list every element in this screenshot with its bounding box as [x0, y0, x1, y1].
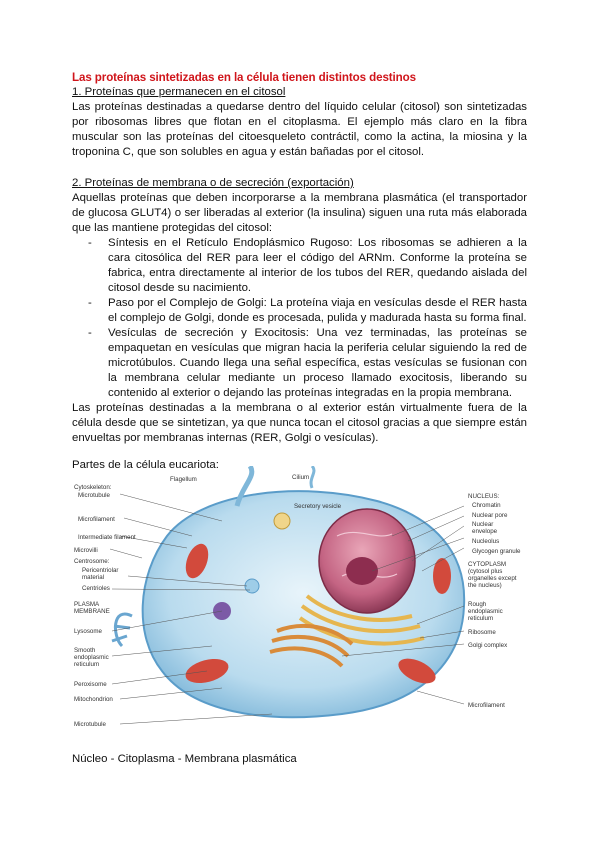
section1-heading: 1. Proteínas que permanecen en el citosol — [72, 86, 286, 98]
label-golgi: Golgi complex — [468, 642, 508, 649]
figure-caption: Partes de la célula eucariota: — [72, 459, 219, 471]
label-secretory-vesicle: Secretory vesicle — [294, 503, 342, 510]
label-glycogen: Glycogen granule — [472, 548, 521, 555]
label-cytoplasm-note-3: the nucleus) — [468, 582, 502, 589]
label-nuclear-pore: Nuclear pore — [472, 512, 508, 519]
document-body — [72, 64, 527, 473]
label-cilium: Cilium — [292, 474, 310, 481]
document-title: Las proteínas sintetizadas en la célula tienen distintos destinos — [72, 71, 416, 84]
label-rough-3: reticulum — [468, 615, 494, 622]
label-microfilament-right: Microfilament — [468, 702, 505, 709]
label-mitochondrion: Mitochondrion — [74, 696, 113, 703]
label-microfilament-left: Microfilament — [78, 516, 115, 523]
label-rough-2: endoplasmic — [468, 608, 503, 615]
label-microtubule-top: Microtubule — [78, 492, 110, 499]
label-pericentriolar-1: Pericentriolar — [82, 567, 119, 574]
figure-footer: Núcleo - Citoplasma - Membrana plasmática — [72, 753, 297, 765]
label-plasma-2: MEMBRANE — [74, 608, 110, 615]
eukaryotic-cell-diagram — [72, 466, 532, 736]
label-smooth-1: Smooth — [74, 647, 96, 654]
label-cytoplasm-note-1: (cytosol plus — [468, 568, 503, 575]
label-cytoplasm: CYTOPLASM — [468, 561, 507, 568]
label-intermediate-filament: Intermediate filament — [78, 534, 136, 541]
label-chromatin: Chromatin — [472, 502, 501, 509]
label-nuclear-envelope-2: envelope — [472, 528, 498, 535]
label-rough-1: Rough — [468, 601, 487, 608]
label-lysosome: Lysosome — [74, 628, 102, 635]
secretory-vesicle-shape — [274, 513, 290, 529]
nucleolus-shape — [346, 557, 378, 585]
label-ribosome: Ribosome — [468, 629, 496, 636]
cilium-shape — [311, 466, 314, 488]
section2-closing: Las proteínas destinadas a la membrana o al exterior están virtualmente fuera de la célula desde que se sintetizan, ya que nunca tocan el citosol gracias a que siempre están envueltas por membranas internas (RER, Golgi o vesículas). — [72, 402, 527, 444]
cell-membrane — [143, 491, 465, 717]
label-flagellum: Flagellum — [170, 476, 197, 483]
bullet-exocytosis: - Vesículas de secreción y Exocitosis: Una vez terminadas, las proteínas se empaquetan en vesículas que migran hacia la periferia celular siguiendo la red de microtúbulos. Cuando llega una señal específica, estas vesículas se fusionan con la membrana celular mediante un proceso llamado exocitosis, liberando su contenido al exterior o dejando las proteínas integradas en la propia membrana. — [90, 326, 527, 401]
label-microtubule-bottom: Microtubule — [74, 721, 106, 728]
section2-bullet-list — [72, 236, 527, 401]
label-nucleus: NUCLEUS: — [468, 493, 500, 500]
label-centrioles: Centrioles — [82, 585, 110, 592]
label-cytoplasm-note-2: organelles except — [468, 575, 517, 582]
label-microvilli: Microvilli — [74, 547, 98, 554]
section1-paragraph: Las proteínas destinadas a quedarse dentro del líquido celular (citosol) son sintetizadas por ribosomas libres que flotan en el citoplasma. El ejemplo más claro en la fibra muscular son las proteínas del citoesqueleto contráctil, como la actina, la miosina y la troponina C, que son solubles en agua y están bañadas por el citosol. — [72, 101, 527, 158]
label-centrosome: Centrosome: — [74, 558, 110, 565]
centriole-shape — [245, 579, 259, 593]
label-smooth-3: reticulum — [74, 661, 100, 668]
bullet-rer: - Síntesis en el Retículo Endoplásmico Rugoso: Los ribosomas se adhieren a la cara citosólica del RER para leer el código del ARNm. Conforme la proteína se fabrica, entra directamente al interior de los tubos del RER, quedando aislada del citosol desde su nacimiento. — [90, 236, 527, 296]
label-smooth-2: endoplasmic — [74, 654, 109, 661]
section2-intro: Aquellas proteínas que deben incorporarse a la membrana plasmática (el transportador de glucosa GLUT4) o ser liberadas al exterior (la insulina) siguen una ruta más elaborada que las mantiene protegidas del citosol: — [72, 192, 527, 234]
label-peroxisome: Peroxisome — [74, 681, 107, 688]
label-plasma-1: PLASMA — [74, 601, 100, 608]
bullet-golgi: - Paso por el Complejo de Golgi: La proteína viaja en vesículas desde el RER hasta el complejo de Golgi, donde es procesada, pulida y madurada hasta su forma final. — [90, 296, 527, 326]
label-cytoskeleton: Cytoskeleton: — [74, 484, 112, 491]
label-nucleolus: Nucleolus — [472, 538, 500, 545]
section2-heading: 2. Proteínas de membrana o de secreción (exportación) — [72, 177, 354, 189]
label-pericentriolar-2: material — [82, 574, 105, 581]
label-nuclear-envelope-1: Nuclear — [472, 521, 494, 528]
